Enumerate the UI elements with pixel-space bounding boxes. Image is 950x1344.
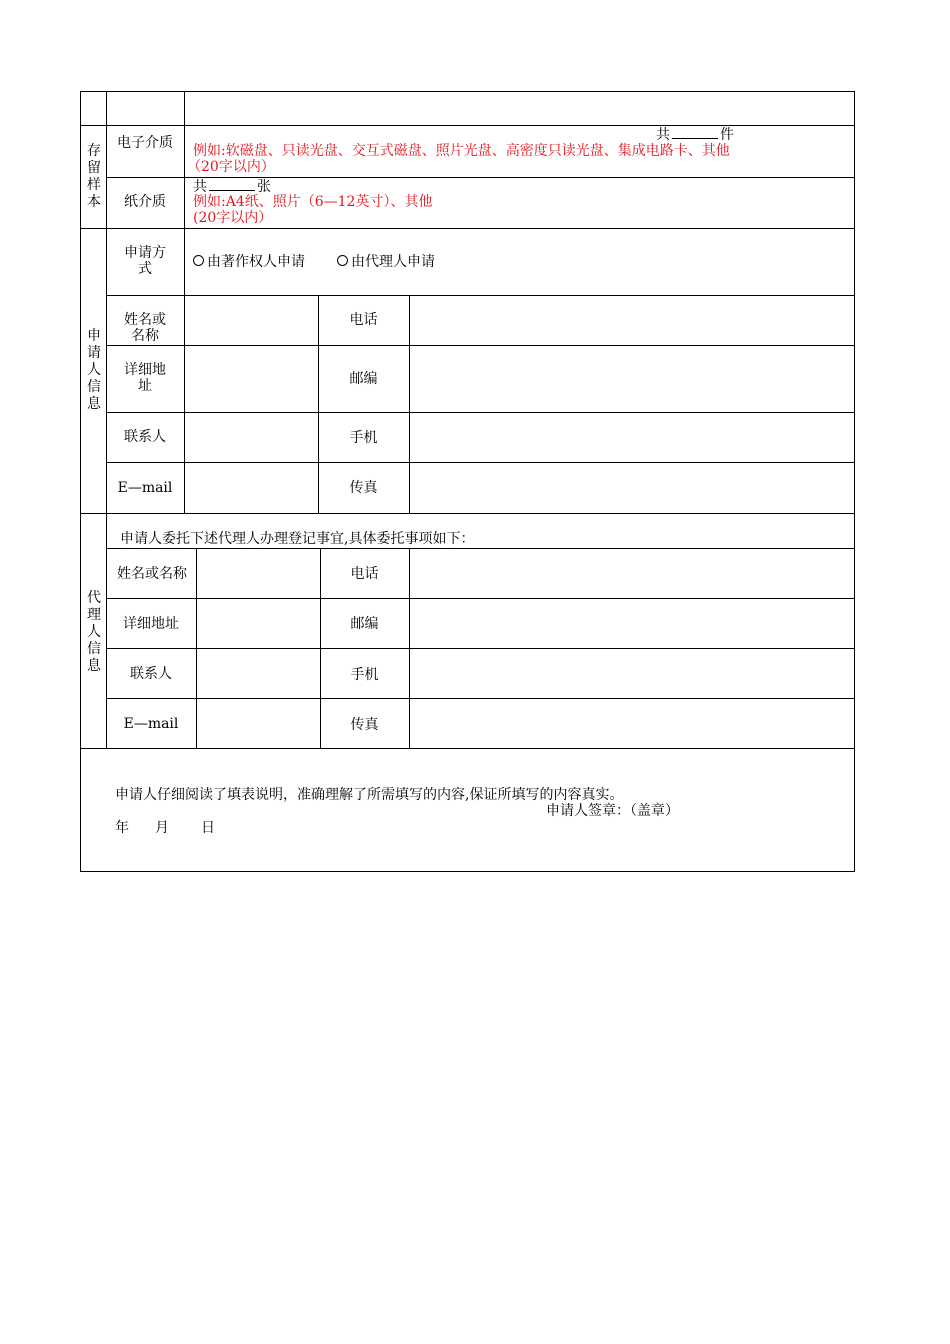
application-method-label: 申请方式 [124, 245, 166, 277]
applicant-address-label: 详细地址 [124, 362, 166, 394]
section-divider [80, 228, 855, 229]
applicant-fax-field[interactable] [410, 463, 853, 512]
applicant-phone-label: 电话 [349, 312, 378, 328]
agent-email-field[interactable] [197, 699, 319, 747]
applicant-name-label: 姓名或名称 [124, 312, 166, 344]
electronic-count [656, 126, 734, 143]
method-option-self[interactable] [193, 254, 305, 270]
electronic-count-field[interactable] [672, 126, 718, 139]
section-divider [80, 513, 855, 514]
agent-address-label: 详细地址 [123, 616, 179, 632]
agent-name-label: 姓名或名称 [117, 566, 187, 582]
agent-fax-field[interactable] [410, 699, 853, 747]
date-month-label: 月 [155, 820, 169, 836]
agent-name-field[interactable] [197, 549, 319, 597]
paper-count-prefix: 共 [193, 179, 207, 195]
applicant-name-field[interactable] [185, 296, 317, 344]
electronic-count-prefix: 共 [656, 127, 670, 143]
applicant-contact-label: 联系人 [124, 429, 166, 445]
electronic-example: 例如:软磁盘、只读光盘、交互式磁盘、照片光盘、高密度只读光盘、集成电路卡、其他 [193, 143, 730, 159]
row-divider [80, 125, 855, 126]
applicant-email-field[interactable] [185, 463, 317, 512]
signature-label: 申请人签章：（盖章） [546, 803, 679, 819]
radio-circle-icon[interactable] [193, 255, 204, 266]
applicant-phone-field[interactable] [410, 296, 853, 344]
applicant-address-field[interactable] [185, 346, 317, 411]
paper-limit: (20字以内） [193, 210, 273, 226]
agent-mobile-label: 手机 [350, 667, 379, 683]
agent-intro: 申请人委托下述代理人办理登记事宜,具体委托事项如下： [120, 531, 475, 547]
applicant-email-label: E—mail [117, 480, 173, 496]
table-border-bottom [80, 871, 855, 872]
applicant-fax-label: 传真 [349, 480, 378, 496]
column-divider [106, 91, 107, 749]
applicant-section-label: 申请人信息 [87, 328, 101, 412]
paper-example: 例如:A4纸、照片（6—12英寸）、其他 [193, 194, 433, 210]
applicant-mobile-field[interactable] [410, 413, 853, 461]
method-option-agent-label: 由代理人申请 [351, 254, 435, 270]
method-option-agent[interactable] [337, 254, 435, 270]
date-day-label: 日 [201, 820, 215, 836]
applicant-mobile-label: 手机 [349, 430, 378, 446]
paper-media-label: 纸介质 [124, 194, 166, 210]
applicant-postcode-field[interactable] [410, 346, 853, 411]
agent-address-field[interactable] [197, 599, 319, 647]
table-border-right [854, 91, 855, 872]
agent-phone-label: 电话 [350, 566, 379, 582]
electronic-limit: （20字以内） [187, 159, 275, 175]
declaration-date [115, 820, 215, 836]
agent-section-label: 代理人信息 [87, 590, 101, 674]
table-border-left [80, 91, 81, 872]
table-border-top [80, 91, 855, 92]
applicant-postcode-label: 邮编 [349, 371, 378, 387]
electronic-count-suffix: 件 [720, 127, 734, 143]
method-option-self-label: 由著作权人申请 [207, 254, 305, 270]
storage-section-label: 存留样本 [87, 143, 101, 210]
agent-contact-label: 联系人 [130, 666, 172, 682]
paper-count-field[interactable] [209, 178, 255, 191]
agent-email-label: E—mail [123, 716, 179, 732]
agent-mobile-field[interactable] [410, 649, 853, 697]
electronic-media-label: 电子介质 [117, 135, 173, 151]
date-year-label: 年 [115, 820, 129, 836]
applicant-contact-field[interactable] [185, 413, 317, 461]
agent-phone-field[interactable] [410, 549, 853, 597]
declaration-statement: 申请人仔细阅读了填表说明，准确理解了所需填写的内容,保证所填写的内容真实。 [115, 787, 624, 803]
agent-fax-label: 传真 [350, 717, 379, 733]
agent-contact-field[interactable] [197, 649, 319, 697]
radio-circle-icon[interactable] [337, 255, 348, 266]
paper-count [193, 178, 271, 195]
paper-count-suffix: 张 [257, 179, 271, 195]
agent-postcode-field[interactable] [410, 599, 853, 647]
agent-postcode-label: 邮编 [350, 616, 379, 632]
